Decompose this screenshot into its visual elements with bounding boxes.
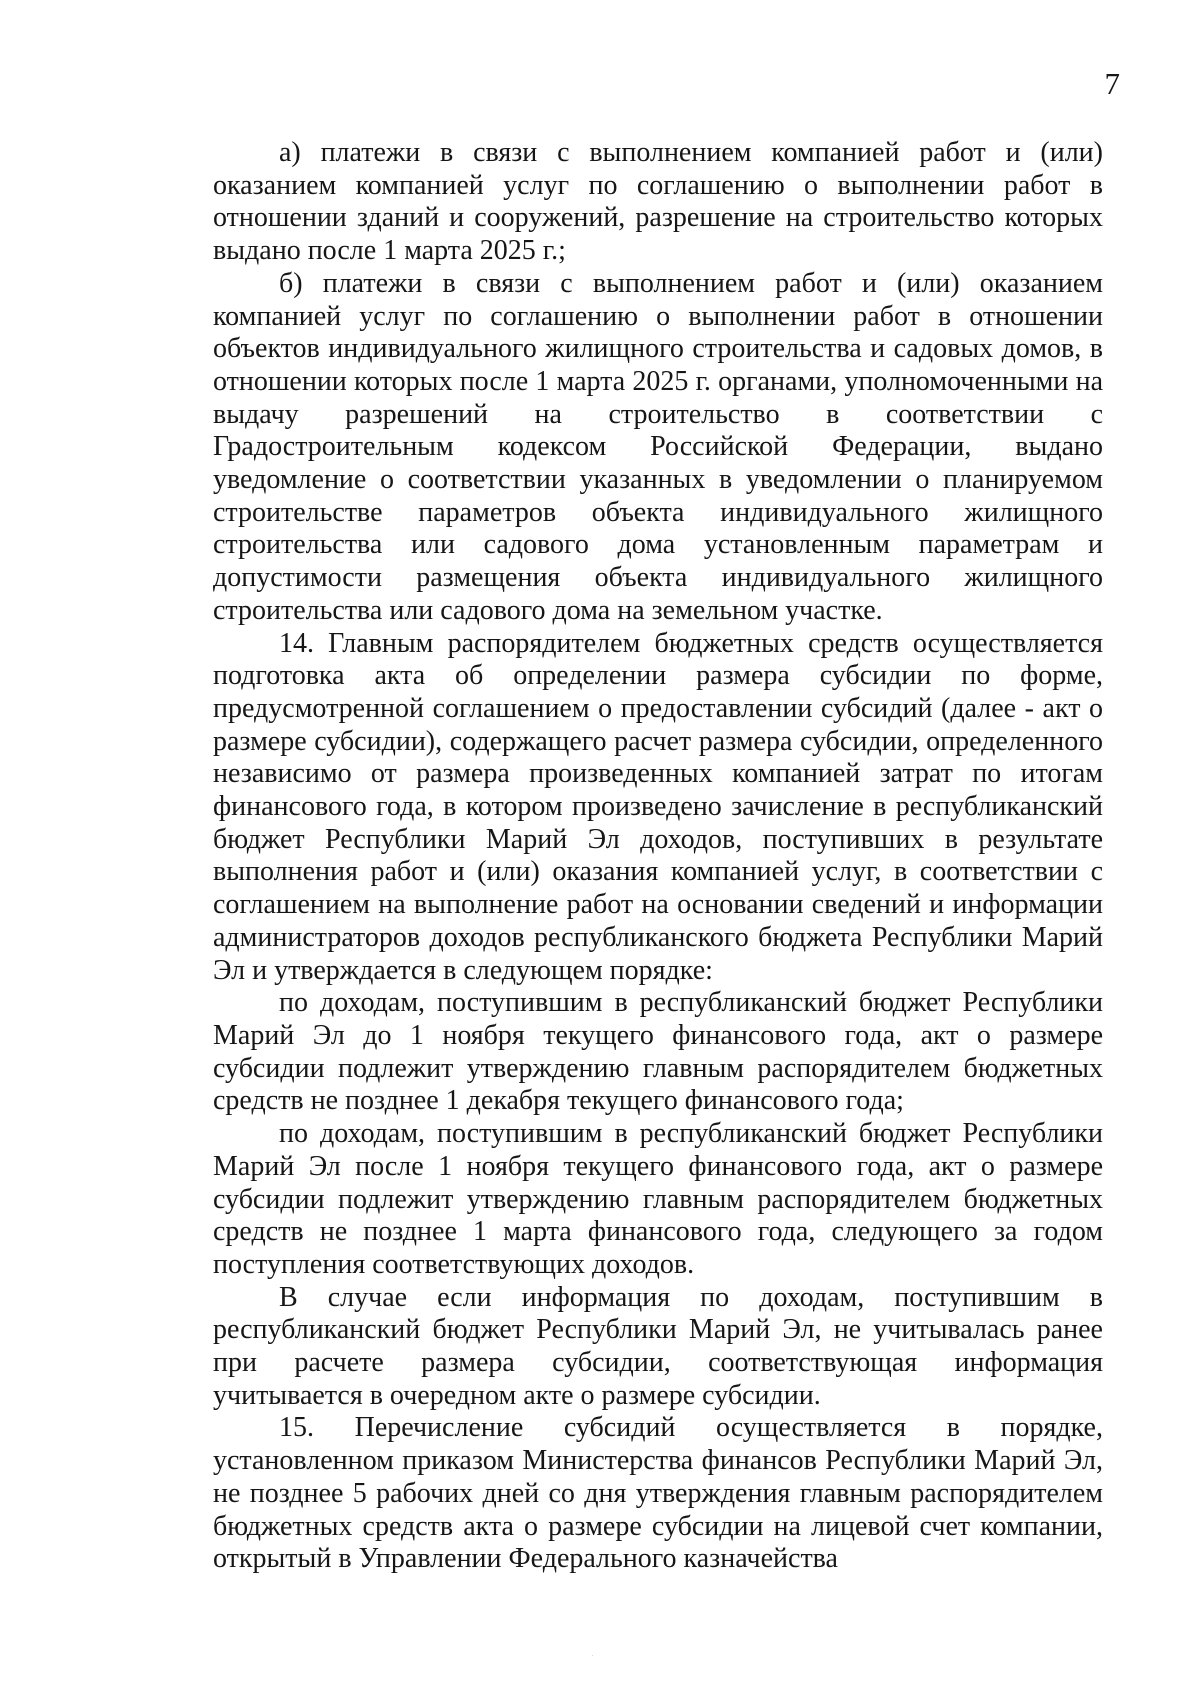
paragraph-unaccounted-income: В случае если информация по доходам, поступившим в республиканский бюджет Республики Марий Эл, не учитывалась ранее при расчете размера субсидии, соответствующая информация учитывается в очередном акте о размере субсидии.: [213, 1281, 1103, 1411]
paragraph-clause-15: 15. Перечисление субсидий осуществляется в порядке, установленном приказом Министерства финансов Республики Марий Эл, не позднее 5 рабочих дней со дня утверждения главным распорядителем бюджетных средств акта о размере субсидии на лицевой счет компании, открытый в Управлении Федерального казначейства: [213, 1412, 1103, 1575]
paragraph-income-after-november: по доходам, поступившим в республиканский бюджет Республики Марий Эл после 1 ноября текущего финансового года, акт о размере субсидии подлежит утверждению главным распорядителем бюджетных средств не позднее 1 марта финансового года, следующего за годом поступления соответствующих доходов.: [213, 1118, 1103, 1280]
paragraph-clause-14: 14. Главным распорядителем бюджетных средств осуществляется подготовка акта об определении размера субсидии по форме, предусмотренной соглашением о предоставлении субсидий (далее - акт о размере субсидии), содержащего расчет размера субсидии, определенного независимо от размера произведенных компанией затрат по итогам финансового года, в котором произведено зачисление в республиканский бюджет Республики Марий Эл доходов, поступивших в результате выполнения работ и (или) оказания компанией услуг, в соответствии с соглашением на выполнение работ на основании сведений и информации администраторов доходов республиканского бюджета Республики Марий Эл и утверждается в следующем порядке:: [213, 627, 1103, 986]
paragraph-item-a: а) платежи в связи с выполнением компанией работ и (или) оказанием компанией услуг по соглашению о выполнении работ в отношении зданий и сооружений, разрешение на строительство которых выдано после 1 марта 2025 г.;: [213, 137, 1103, 267]
scan-speck: [592, 1655, 593, 1656]
paragraph-income-before-november: по доходам, поступившим в республиканский бюджет Республики Марий Эл до 1 ноября текущего финансового года, акт о размере субсидии подлежит утверждению главным распорядителем бюджетных средств не позднее 1 декабря текущего финансового года;: [213, 987, 1103, 1117]
page-number: 7: [1104, 66, 1120, 101]
document-body: [213, 137, 1103, 1576]
paragraph-item-b: б) платежи в связи с выполнением работ и (или) оказанием компанией услуг по соглашению о выполнении работ в отношении объектов индивидуального жилищного строительства и садовых домов, в отношении которых после 1 марта 2025 г. органами, уполномоченными на выдачу разрешений на строительство в соответствии с Градостроительным кодексом Российской Федерации, выдано уведомление о соответствии указанных в уведомлении о планируемом строительстве параметров объекта индивидуального жилищного строительства или садового дома установленным параметрам и допустимости размещения объекта индивидуального жилищного строительства или садового дома на земельном участке.: [213, 267, 1103, 626]
